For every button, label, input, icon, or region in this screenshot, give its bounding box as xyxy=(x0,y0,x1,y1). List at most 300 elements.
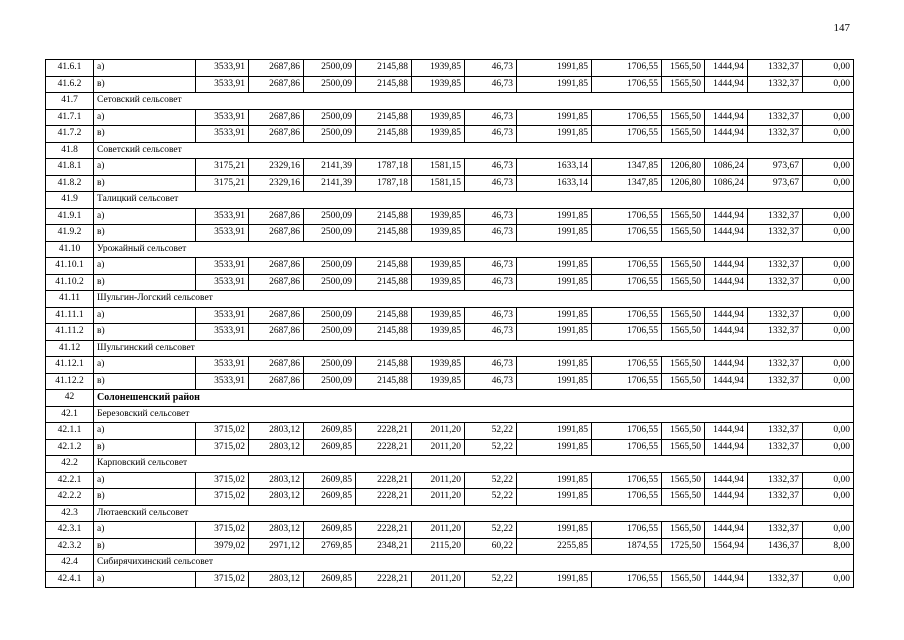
section-header-row xyxy=(46,241,854,258)
value-cell: 3533,91 xyxy=(196,60,249,77)
value-cell: 2145,88 xyxy=(356,307,412,324)
row-code: 41.12 xyxy=(46,340,94,357)
value-cell: 2609,85 xyxy=(304,522,356,539)
table-row xyxy=(46,76,854,93)
value-cell: 1991,85 xyxy=(517,423,592,440)
value-cell: 1565,50 xyxy=(662,423,705,440)
row-subtype: в) xyxy=(94,225,196,242)
value-cell: 3715,02 xyxy=(196,439,249,456)
value-cell: 2500,09 xyxy=(304,324,356,341)
value-cell: 1444,94 xyxy=(705,126,748,143)
value-cell: 1332,37 xyxy=(748,225,803,242)
row-code: 42.1.2 xyxy=(46,439,94,456)
value-cell: 2115,20 xyxy=(412,538,465,555)
value-cell: 2145,88 xyxy=(356,76,412,93)
value-cell: 2687,86 xyxy=(249,60,304,77)
value-cell: 2500,09 xyxy=(304,109,356,126)
row-subtype: в) xyxy=(94,274,196,291)
value-cell: 1444,94 xyxy=(705,109,748,126)
value-cell: 1991,85 xyxy=(517,357,592,374)
value-cell: 3715,02 xyxy=(196,522,249,539)
value-cell: 2145,88 xyxy=(356,208,412,225)
value-cell: 1706,55 xyxy=(592,76,662,93)
value-cell: 3533,91 xyxy=(196,258,249,275)
value-cell: 1565,50 xyxy=(662,571,705,588)
value-cell: 1706,55 xyxy=(592,439,662,456)
value-cell: 2687,86 xyxy=(249,225,304,242)
value-cell: 2011,20 xyxy=(412,439,465,456)
value-cell: 0,00 xyxy=(803,357,854,374)
value-cell: 2145,88 xyxy=(356,109,412,126)
value-cell: 1444,94 xyxy=(705,208,748,225)
value-cell: 52,22 xyxy=(465,522,517,539)
row-subtype: а) xyxy=(94,159,196,176)
value-cell: 0,00 xyxy=(803,472,854,489)
value-cell: 2141,39 xyxy=(304,175,356,192)
settlement-title: Шульгин-Логский сельсовет xyxy=(94,291,854,308)
table-row xyxy=(46,489,854,506)
value-cell: 2803,12 xyxy=(249,571,304,588)
value-cell: 1991,85 xyxy=(517,76,592,93)
row-subtype: в) xyxy=(94,175,196,192)
value-cell: 2329,16 xyxy=(249,175,304,192)
value-cell: 0,00 xyxy=(803,571,854,588)
table-row xyxy=(46,175,854,192)
value-cell: 1939,85 xyxy=(412,126,465,143)
settlement-title: Березовский сельсовет xyxy=(94,406,854,423)
settlement-title: Талицкий сельсовет xyxy=(94,192,854,209)
value-cell: 973,67 xyxy=(748,175,803,192)
value-cell: 1332,37 xyxy=(748,76,803,93)
value-cell: 2500,09 xyxy=(304,208,356,225)
row-code: 42.3 xyxy=(46,505,94,522)
value-cell: 2687,86 xyxy=(249,324,304,341)
value-cell: 2609,85 xyxy=(304,439,356,456)
value-cell: 1565,50 xyxy=(662,373,705,390)
table-row xyxy=(46,159,854,176)
value-cell: 3715,02 xyxy=(196,489,249,506)
value-cell: 1939,85 xyxy=(412,357,465,374)
value-cell: 1706,55 xyxy=(592,307,662,324)
value-cell: 1332,37 xyxy=(748,439,803,456)
value-cell: 1565,50 xyxy=(662,472,705,489)
value-cell: 52,22 xyxy=(465,571,517,588)
value-cell: 52,22 xyxy=(465,489,517,506)
row-code: 42.4.1 xyxy=(46,571,94,588)
value-cell: 1444,94 xyxy=(705,324,748,341)
value-cell: 2145,88 xyxy=(356,225,412,242)
row-code: 42.2.2 xyxy=(46,489,94,506)
value-cell: 1991,85 xyxy=(517,225,592,242)
value-cell: 2803,12 xyxy=(249,423,304,440)
value-cell: 2228,21 xyxy=(356,489,412,506)
value-cell: 46,73 xyxy=(465,175,517,192)
value-cell: 46,73 xyxy=(465,109,517,126)
value-cell: 0,00 xyxy=(803,208,854,225)
value-cell: 1706,55 xyxy=(592,472,662,489)
value-cell: 2687,86 xyxy=(249,357,304,374)
value-cell: 46,73 xyxy=(465,60,517,77)
value-cell: 1206,80 xyxy=(662,159,705,176)
value-cell: 3533,91 xyxy=(196,208,249,225)
row-code: 41.7.2 xyxy=(46,126,94,143)
value-cell: 2609,85 xyxy=(304,489,356,506)
value-cell: 1725,50 xyxy=(662,538,705,555)
value-cell: 1939,85 xyxy=(412,274,465,291)
row-code: 41.11.2 xyxy=(46,324,94,341)
row-subtype: а) xyxy=(94,109,196,126)
value-cell: 1706,55 xyxy=(592,225,662,242)
value-cell: 2687,86 xyxy=(249,307,304,324)
value-cell: 2145,88 xyxy=(356,373,412,390)
value-cell: 0,00 xyxy=(803,274,854,291)
value-cell: 1332,37 xyxy=(748,258,803,275)
value-cell: 2228,21 xyxy=(356,571,412,588)
value-cell: 2687,86 xyxy=(249,109,304,126)
section-header-row xyxy=(46,456,854,473)
value-cell: 2228,21 xyxy=(356,423,412,440)
value-cell: 46,73 xyxy=(465,126,517,143)
value-cell: 2145,88 xyxy=(356,60,412,77)
value-cell: 1939,85 xyxy=(412,225,465,242)
value-cell: 1706,55 xyxy=(592,373,662,390)
row-subtype: а) xyxy=(94,258,196,275)
value-cell: 0,00 xyxy=(803,373,854,390)
table-row xyxy=(46,60,854,77)
value-cell: 3175,21 xyxy=(196,159,249,176)
section-header-row xyxy=(46,142,854,159)
value-cell: 1444,94 xyxy=(705,307,748,324)
value-cell: 1991,85 xyxy=(517,126,592,143)
table-row xyxy=(46,225,854,242)
value-cell: 2687,86 xyxy=(249,76,304,93)
value-cell: 2500,09 xyxy=(304,258,356,275)
value-cell: 0,00 xyxy=(803,159,854,176)
value-cell: 1565,50 xyxy=(662,109,705,126)
value-cell: 2348,21 xyxy=(356,538,412,555)
value-cell: 1939,85 xyxy=(412,373,465,390)
value-cell: 1086,24 xyxy=(705,159,748,176)
value-cell: 46,73 xyxy=(465,76,517,93)
table-row xyxy=(46,208,854,225)
value-cell: 2500,09 xyxy=(304,373,356,390)
value-cell: 1991,85 xyxy=(517,472,592,489)
row-subtype: а) xyxy=(94,357,196,374)
value-cell: 2500,09 xyxy=(304,60,356,77)
table-row xyxy=(46,538,854,555)
value-cell: 0,00 xyxy=(803,522,854,539)
value-cell: 52,22 xyxy=(465,423,517,440)
value-cell: 3533,91 xyxy=(196,76,249,93)
value-cell: 2687,86 xyxy=(249,373,304,390)
value-cell: 46,73 xyxy=(465,357,517,374)
row-subtype: в) xyxy=(94,538,196,555)
value-cell: 1991,85 xyxy=(517,489,592,506)
value-cell: 1565,50 xyxy=(662,274,705,291)
row-subtype: в) xyxy=(94,126,196,143)
value-cell: 1347,85 xyxy=(592,175,662,192)
settlement-title: Карповский сельсовет xyxy=(94,456,854,473)
table-row xyxy=(46,274,854,291)
value-cell: 46,73 xyxy=(465,258,517,275)
value-cell: 0,00 xyxy=(803,126,854,143)
value-cell: 1939,85 xyxy=(412,307,465,324)
row-subtype: а) xyxy=(94,60,196,77)
value-cell: 1332,37 xyxy=(748,357,803,374)
value-cell: 0,00 xyxy=(803,423,854,440)
row-code: 41.6.2 xyxy=(46,76,94,93)
value-cell: 1436,37 xyxy=(748,538,803,555)
section-header-row xyxy=(46,390,854,407)
value-cell: 3533,91 xyxy=(196,324,249,341)
value-cell: 3715,02 xyxy=(196,571,249,588)
value-cell: 1565,50 xyxy=(662,489,705,506)
table-row xyxy=(46,357,854,374)
row-code: 41.9.2 xyxy=(46,225,94,242)
value-cell: 1939,85 xyxy=(412,324,465,341)
value-cell: 2228,21 xyxy=(356,439,412,456)
value-cell: 1706,55 xyxy=(592,489,662,506)
value-cell: 2228,21 xyxy=(356,522,412,539)
value-cell: 1565,50 xyxy=(662,307,705,324)
value-cell: 1332,37 xyxy=(748,373,803,390)
table-body xyxy=(46,60,854,588)
value-cell: 1444,94 xyxy=(705,373,748,390)
row-code: 41.11.1 xyxy=(46,307,94,324)
value-cell: 2687,86 xyxy=(249,258,304,275)
row-subtype: а) xyxy=(94,472,196,489)
value-cell: 2145,88 xyxy=(356,126,412,143)
row-code: 41.7 xyxy=(46,93,94,110)
value-cell: 2011,20 xyxy=(412,472,465,489)
row-code: 41.8.2 xyxy=(46,175,94,192)
value-cell: 2500,09 xyxy=(304,76,356,93)
value-cell: 2011,20 xyxy=(412,489,465,506)
value-cell: 1565,50 xyxy=(662,357,705,374)
row-code: 41.12.2 xyxy=(46,373,94,390)
value-cell: 2145,88 xyxy=(356,258,412,275)
value-cell: 1991,85 xyxy=(517,307,592,324)
value-cell: 2609,85 xyxy=(304,423,356,440)
value-cell: 1565,50 xyxy=(662,225,705,242)
value-cell: 46,73 xyxy=(465,208,517,225)
row-subtype: а) xyxy=(94,208,196,225)
value-cell: 1706,55 xyxy=(592,324,662,341)
table-row xyxy=(46,109,854,126)
row-code: 41.7.1 xyxy=(46,109,94,126)
value-cell: 2500,09 xyxy=(304,357,356,374)
value-cell: 8,00 xyxy=(803,538,854,555)
value-cell: 0,00 xyxy=(803,439,854,456)
settlement-title: Шульгинский сельсовет xyxy=(94,340,854,357)
value-cell: 1444,94 xyxy=(705,439,748,456)
value-cell: 1991,85 xyxy=(517,522,592,539)
value-cell: 46,73 xyxy=(465,225,517,242)
value-cell: 1991,85 xyxy=(517,274,592,291)
value-cell: 3979,02 xyxy=(196,538,249,555)
value-cell: 0,00 xyxy=(803,489,854,506)
section-header-row xyxy=(46,93,854,110)
value-cell: 1565,50 xyxy=(662,126,705,143)
row-code: 42.3.2 xyxy=(46,538,94,555)
row-code: 41.8.1 xyxy=(46,159,94,176)
value-cell: 1332,37 xyxy=(748,126,803,143)
row-subtype: а) xyxy=(94,522,196,539)
section-header-row xyxy=(46,192,854,209)
value-cell: 2803,12 xyxy=(249,489,304,506)
row-subtype: в) xyxy=(94,373,196,390)
value-cell: 2145,88 xyxy=(356,324,412,341)
value-cell: 1939,85 xyxy=(412,60,465,77)
value-cell: 1444,94 xyxy=(705,571,748,588)
value-cell: 52,22 xyxy=(465,439,517,456)
value-cell: 0,00 xyxy=(803,109,854,126)
value-cell: 3533,91 xyxy=(196,109,249,126)
value-cell: 0,00 xyxy=(803,258,854,275)
value-cell: 1332,37 xyxy=(748,489,803,506)
value-cell: 1633,14 xyxy=(517,159,592,176)
value-cell: 2145,88 xyxy=(356,357,412,374)
value-cell: 2687,86 xyxy=(249,126,304,143)
value-cell: 3715,02 xyxy=(196,472,249,489)
value-cell: 1444,94 xyxy=(705,423,748,440)
value-cell: 1444,94 xyxy=(705,357,748,374)
row-code: 42.3.1 xyxy=(46,522,94,539)
value-cell: 1706,55 xyxy=(592,522,662,539)
row-subtype: а) xyxy=(94,307,196,324)
section-header-row xyxy=(46,406,854,423)
value-cell: 1444,94 xyxy=(705,522,748,539)
value-cell: 3715,02 xyxy=(196,423,249,440)
value-cell: 1444,94 xyxy=(705,258,748,275)
row-code: 41.10 xyxy=(46,241,94,258)
value-cell: 1991,85 xyxy=(517,324,592,341)
value-cell: 1706,55 xyxy=(592,208,662,225)
value-cell: 1565,50 xyxy=(662,60,705,77)
row-subtype: в) xyxy=(94,76,196,93)
value-cell: 52,22 xyxy=(465,472,517,489)
value-cell: 1086,24 xyxy=(705,175,748,192)
value-cell: 1565,50 xyxy=(662,208,705,225)
value-cell: 1565,50 xyxy=(662,439,705,456)
row-code: 41.12.1 xyxy=(46,357,94,374)
value-cell: 3533,91 xyxy=(196,274,249,291)
value-cell: 973,67 xyxy=(748,159,803,176)
value-cell: 1991,85 xyxy=(517,571,592,588)
value-cell: 1991,85 xyxy=(517,258,592,275)
settlement-title: Сетовский сельсовет xyxy=(94,93,854,110)
value-cell: 1787,18 xyxy=(356,159,412,176)
value-cell: 1444,94 xyxy=(705,489,748,506)
value-cell: 1565,50 xyxy=(662,76,705,93)
value-cell: 1991,85 xyxy=(517,208,592,225)
value-cell: 1939,85 xyxy=(412,258,465,275)
value-cell: 2769,85 xyxy=(304,538,356,555)
value-cell: 2145,88 xyxy=(356,274,412,291)
row-code: 42.4 xyxy=(46,555,94,572)
section-header-row xyxy=(46,505,854,522)
value-cell: 46,73 xyxy=(465,307,517,324)
value-cell: 2500,09 xyxy=(304,274,356,291)
section-header-row xyxy=(46,555,854,572)
value-cell: 2011,20 xyxy=(412,571,465,588)
value-cell: 1706,55 xyxy=(592,258,662,275)
table-row xyxy=(46,522,854,539)
table-row xyxy=(46,126,854,143)
value-cell: 1706,55 xyxy=(592,126,662,143)
value-cell: 2687,86 xyxy=(249,274,304,291)
value-cell: 46,73 xyxy=(465,324,517,341)
row-code: 41.8 xyxy=(46,142,94,159)
value-cell: 1444,94 xyxy=(705,472,748,489)
value-cell: 0,00 xyxy=(803,76,854,93)
value-cell: 60,22 xyxy=(465,538,517,555)
value-cell: 1332,37 xyxy=(748,208,803,225)
row-code: 42.1 xyxy=(46,406,94,423)
value-cell: 1581,15 xyxy=(412,159,465,176)
value-cell: 2011,20 xyxy=(412,423,465,440)
value-cell: 1444,94 xyxy=(705,274,748,291)
value-cell: 1332,37 xyxy=(748,472,803,489)
table-row xyxy=(46,439,854,456)
table-row xyxy=(46,472,854,489)
value-cell: 1444,94 xyxy=(705,225,748,242)
value-cell: 3533,91 xyxy=(196,126,249,143)
row-code: 41.11 xyxy=(46,291,94,308)
table-row xyxy=(46,423,854,440)
value-cell: 1581,15 xyxy=(412,175,465,192)
value-cell: 1939,85 xyxy=(412,76,465,93)
value-cell: 3533,91 xyxy=(196,225,249,242)
table-row xyxy=(46,258,854,275)
value-cell: 1347,85 xyxy=(592,159,662,176)
value-cell: 2500,09 xyxy=(304,225,356,242)
value-cell: 1332,37 xyxy=(748,274,803,291)
value-cell: 1706,55 xyxy=(592,571,662,588)
row-code: 41.9 xyxy=(46,192,94,209)
row-code: 41.9.1 xyxy=(46,208,94,225)
value-cell: 2803,12 xyxy=(249,472,304,489)
value-cell: 1991,85 xyxy=(517,373,592,390)
value-cell: 0,00 xyxy=(803,175,854,192)
value-cell: 0,00 xyxy=(803,225,854,242)
value-cell: 46,73 xyxy=(465,274,517,291)
settlement-title: Советский сельсовет xyxy=(94,142,854,159)
value-cell: 2609,85 xyxy=(304,571,356,588)
value-cell: 2141,39 xyxy=(304,159,356,176)
row-code: 42.2.1 xyxy=(46,472,94,489)
value-cell: 3533,91 xyxy=(196,373,249,390)
value-cell: 1706,55 xyxy=(592,357,662,374)
value-cell: 2329,16 xyxy=(249,159,304,176)
value-cell: 1332,37 xyxy=(748,571,803,588)
value-cell: 1706,55 xyxy=(592,60,662,77)
value-cell: 1444,94 xyxy=(705,76,748,93)
value-cell: 46,73 xyxy=(465,373,517,390)
value-cell: 1706,55 xyxy=(592,109,662,126)
value-cell: 2011,20 xyxy=(412,522,465,539)
section-header-row xyxy=(46,340,854,357)
value-cell: 1565,50 xyxy=(662,324,705,341)
value-cell: 2803,12 xyxy=(249,522,304,539)
value-cell: 1939,85 xyxy=(412,208,465,225)
row-subtype: а) xyxy=(94,571,196,588)
value-cell: 2971,12 xyxy=(249,538,304,555)
value-cell: 1706,55 xyxy=(592,423,662,440)
value-cell: 1332,37 xyxy=(748,522,803,539)
value-cell: 2609,85 xyxy=(304,472,356,489)
value-cell: 2803,12 xyxy=(249,439,304,456)
